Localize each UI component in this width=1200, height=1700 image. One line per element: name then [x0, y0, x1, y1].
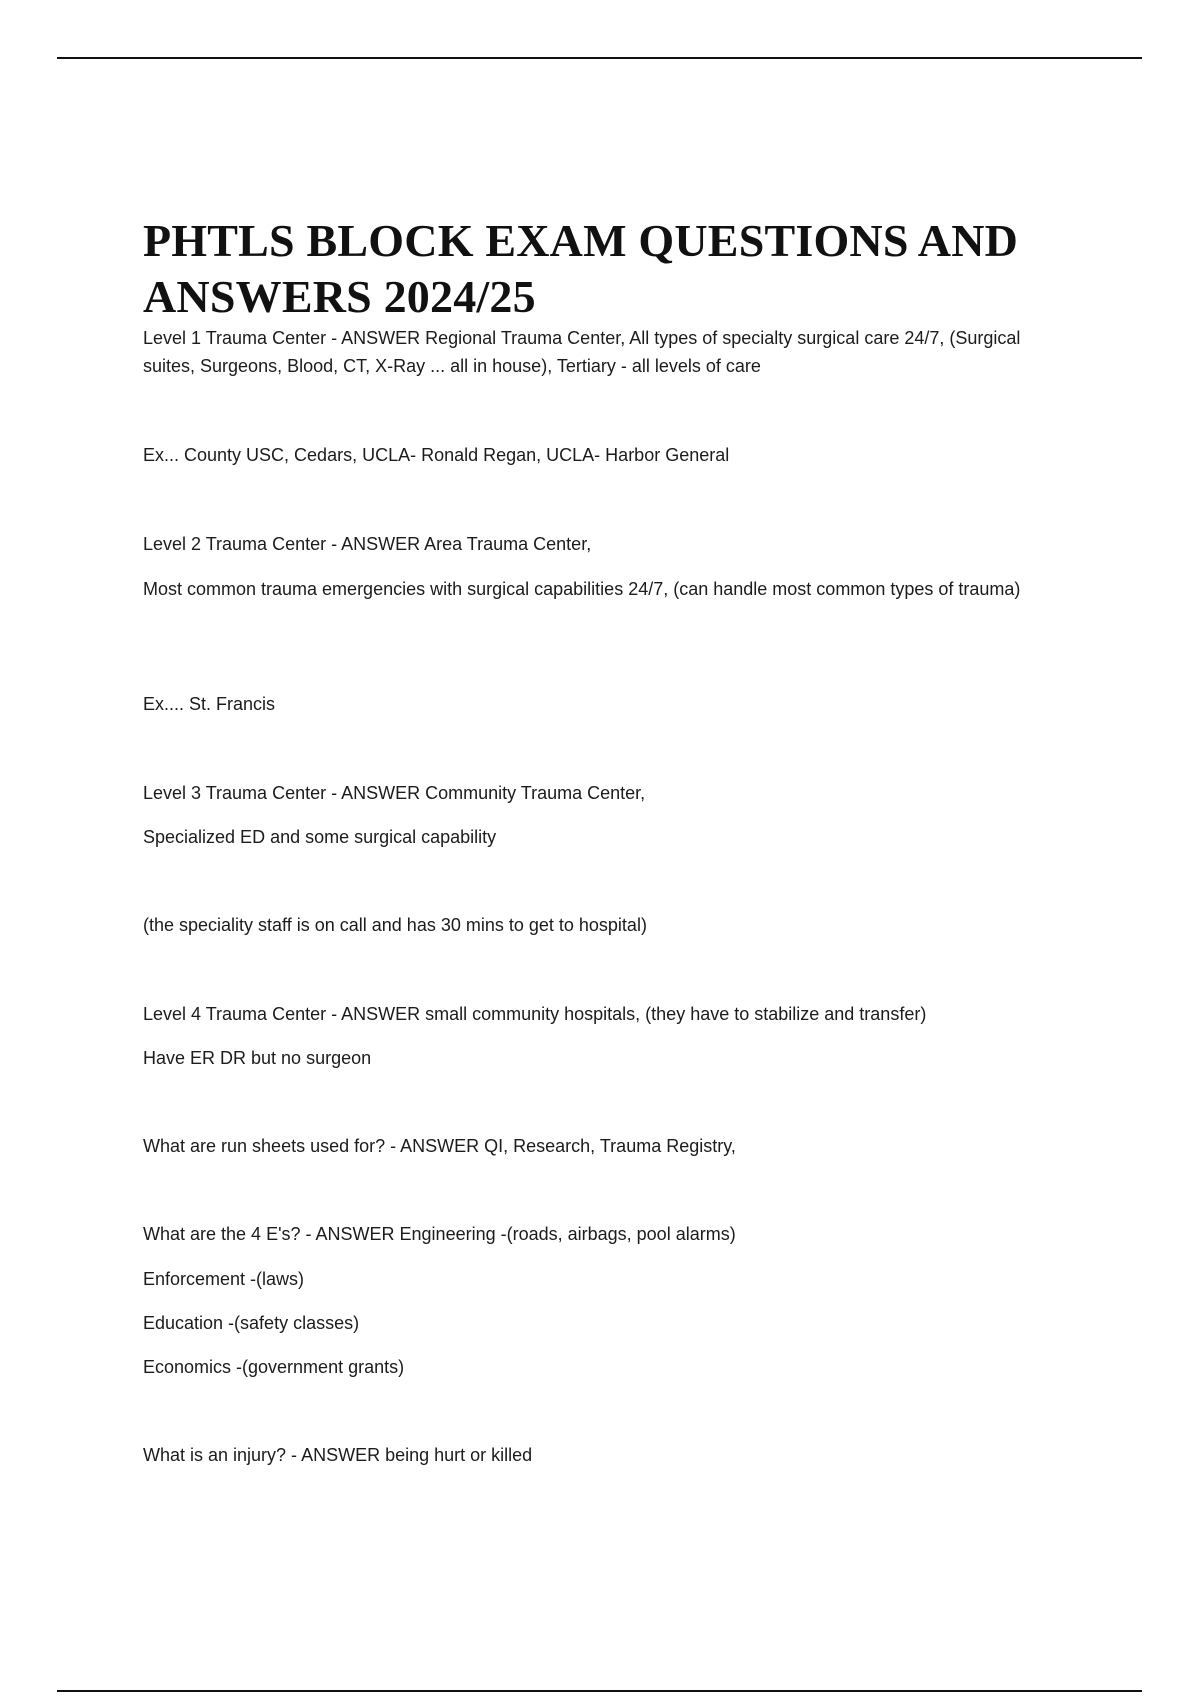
- text-line: Education -(safety classes): [143, 1313, 360, 1333]
- text-line: Specialized ED and some surgical capability: [143, 827, 497, 847]
- bottom-rule: [57, 1690, 1142, 1692]
- top-rule: [57, 57, 1142, 59]
- text-line: Ex... County USC, Cedars, UCLA- Ronald Regan, UCLA- Harbor General: [143, 445, 730, 465]
- text-line: What is an injury? - ANSWER being hurt or killed: [143, 1445, 533, 1465]
- text-line: (the speciality staff is on call and has 30 mins to get to hospital): [143, 915, 647, 935]
- text-line: What are the 4 E's? - ANSWER Engineering -(roads, airbags, pool alarms): [143, 1224, 736, 1244]
- document-title: PHTLS BLOCK EXAM QUESTIONS AND ANSWERS 2024/25: [143, 215, 1019, 322]
- text-line: Economics -(government grants): [143, 1357, 405, 1377]
- text-line: Ex.... St. Francis: [143, 694, 276, 714]
- text-line: Most common trauma emergencies with surgical capabilities 24/7, (can handle most common types of trauma): [143, 579, 1021, 599]
- text-line: Level 4 Trauma Center - ANSWER small community hospitals, (they have to stabilize and transfer): [143, 1004, 927, 1024]
- text-line: Enforcement -(laws): [143, 1269, 305, 1289]
- text-line: What are run sheets used for? - ANSWER QI, Research, Trauma Registry,: [143, 1136, 736, 1156]
- text-line: Level 2 Trauma Center - ANSWER Area Trauma Center,: [143, 534, 592, 554]
- text-line: Have ER DR but no surgeon: [143, 1048, 372, 1068]
- text-line: Level 3 Trauma Center - ANSWER Community Trauma Center,: [143, 783, 646, 803]
- text-line: Level 1 Trauma Center - ANSWER Regional Trauma Center, All types of specialty surgical care 24/7, (Surgical suites, Surgeons, Blood, CT, X-Ray ... all in house), Tertiary - all levels of care: [143, 328, 1021, 376]
